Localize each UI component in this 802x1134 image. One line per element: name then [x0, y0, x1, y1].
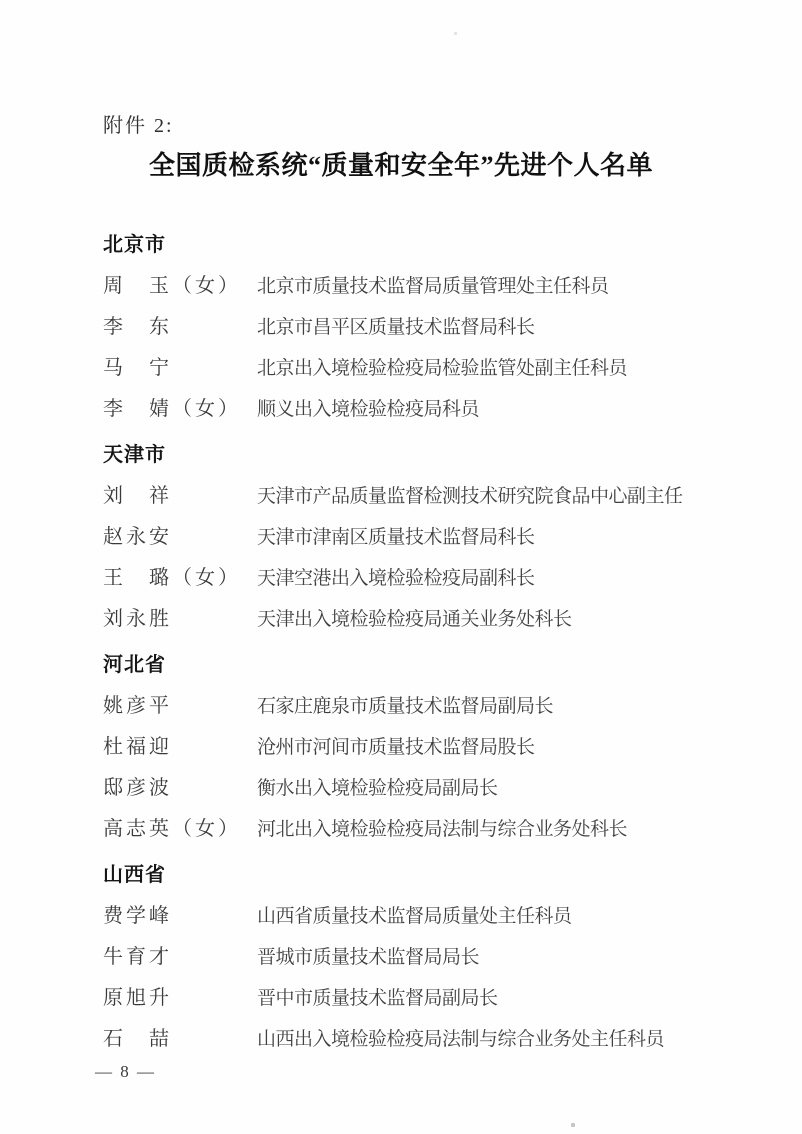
person-title: 天津市津南区质量技术监督局科长 [257, 527, 535, 548]
person-name: 李 婧（女） [103, 398, 241, 420]
person-row [103, 608, 802, 631]
section-tianjin [0, 443, 802, 631]
person-title: 北京市质量技术监督局质量管理处主任科员 [257, 276, 609, 297]
person-name: 邸彦波 [103, 777, 172, 799]
person-name: 马 宁 [103, 357, 172, 379]
person-row [103, 275, 802, 298]
section-hebei [0, 653, 802, 841]
person-title: 石家庄鹿泉市质量技术监督局副局长 [257, 696, 554, 717]
person-title: 山西出入境检验检疫局法制与综合业务处主任科员 [257, 1029, 665, 1050]
section-beijing [0, 233, 802, 421]
person-row [103, 526, 802, 549]
person-name: 杜福迎 [103, 736, 172, 758]
person-title: 天津出入境检验检疫局通关业务处科长 [257, 609, 572, 630]
person-title: 山西省质量技术监督局质量处主任科员 [257, 906, 572, 927]
person-name: 周 玉（女） [103, 275, 241, 297]
person-name: 李 东 [103, 316, 172, 338]
page-number: — 8 — [95, 1062, 156, 1081]
person-name: 石 喆 [103, 1028, 172, 1050]
person-row [103, 567, 802, 590]
person-row [103, 695, 802, 718]
person-title: 衡水出入境检验检疫局副局长 [257, 778, 498, 799]
person-title: 天津市产品质量监督检测技术研究院食品中心副主任 [257, 486, 683, 507]
person-name: 刘永胜 [103, 608, 172, 630]
region-heading: 河北省 [103, 654, 166, 676]
person-row [103, 905, 802, 928]
person-title: 北京市昌平区质量技术监督局科长 [257, 317, 535, 338]
person-row [103, 357, 802, 380]
scan-speck [571, 1123, 575, 1127]
person-title: 晋中市质量技术监督局副局长 [257, 988, 498, 1009]
person-title: 天津空港出入境检验检疫局副科长 [257, 568, 535, 589]
person-name: 赵永安 [103, 526, 172, 548]
person-row [103, 736, 802, 759]
person-title: 晋城市质量技术监督局局长 [257, 947, 480, 968]
region-heading: 山西省 [103, 864, 166, 886]
person-title: 顺义出入境检验检疫局科员 [257, 399, 480, 420]
person-row [103, 946, 802, 969]
person-row [103, 818, 802, 841]
person-name: 姚彦平 [103, 695, 172, 717]
region-heading: 北京市 [103, 234, 166, 256]
person-row [103, 987, 802, 1010]
person-name: 刘 祥 [103, 485, 172, 507]
person-title: 河北出入境检验检疫局法制与综合业务处科长 [257, 819, 628, 840]
person-title: 北京出入境检验检疫局检验监管处副主任科员 [257, 358, 628, 379]
person-name: 王 璐（女） [103, 567, 241, 589]
person-row [103, 777, 802, 800]
document-title: 全国质检系统“质量和安全年”先进个人名单 [148, 151, 653, 180]
person-name: 费学峰 [103, 905, 172, 927]
person-row [103, 398, 802, 421]
section-shanxi [0, 863, 802, 1051]
person-name: 牛育才 [103, 946, 172, 968]
scan-speck [454, 32, 457, 35]
person-row [103, 485, 802, 508]
person-row [103, 316, 802, 339]
person-name: 原旭升 [103, 987, 172, 1009]
person-title: 沧州市河间市质量技术监督局股长 [257, 737, 535, 758]
person-row [103, 1028, 802, 1051]
region-heading: 天津市 [103, 444, 166, 466]
person-name: 高志英（女） [103, 818, 241, 840]
attachment-label: 附件 2: [103, 115, 174, 137]
